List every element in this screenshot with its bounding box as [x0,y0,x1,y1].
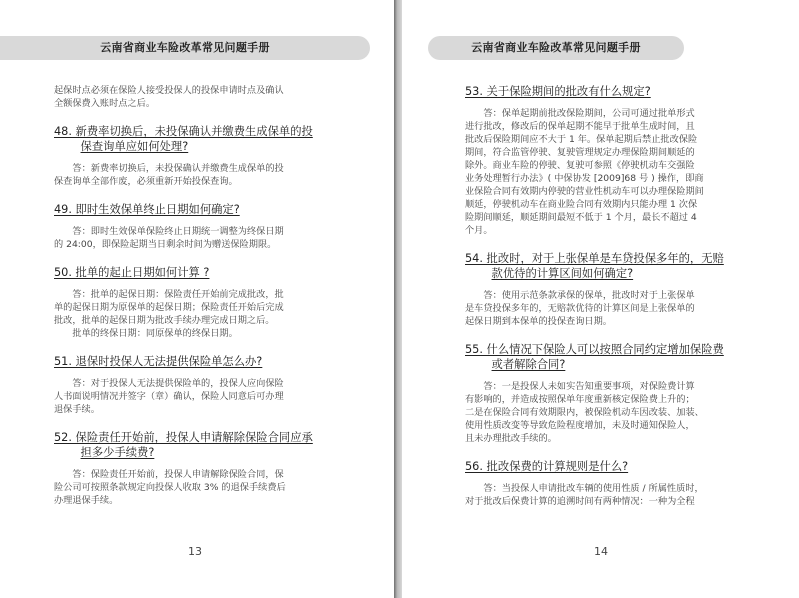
right-page-body [465,84,745,508]
answer-53-line: 期间，符合监管停驶、复驶管理规定办理保险期间顺延的 [465,147,695,158]
question-55-title-cont: 或者解除合同? [491,358,566,371]
answer-52-line: 答：保险责任开始前，投保人申请解除保险合同，保 [72,469,284,480]
answer-53-line: 个月。 [465,225,493,236]
right-page [402,0,799,598]
answer-53-line: 除外。商业车险的停驶、复驶可参照《停驶机动车交强险 [465,160,695,171]
answer-52-line: 险公司可按照条款规定向投保人收取 3% 的退保手续费后 [54,482,286,493]
answer-55-line: 二是在保险合同有效期限内，被保险机动车因改装、加装、 [465,407,704,418]
answer-49-line: 的 24:00，即保险起期当日剩余时间为赠送保险期限。 [54,239,277,250]
answer-55-line: 且未办理批改手续的。 [465,433,557,444]
question-54-title: 54. 批改时，对于上张保单是车贷投保多年的，无赔 [465,252,724,265]
answer-53-line: 批改后保险期间应不大于 1 年。保单起期后禁止批改保险 [465,134,698,145]
question-54-title-cont: 款优待的计算区间如何确定? [491,267,634,280]
answer-51-line: 答：对于投保人无法提供保险单的，投保人应向保险 [72,378,284,389]
question-55-title: 55. 什么情况下保险人可以按照合同约定增加保险费 [465,343,724,356]
answer-53-line: 业务处理暂行办法》( 中保协发 [2009]68 号 ) 操作，即商 [465,173,704,184]
question-49-title: 49. 即时生效保单终止日期如何确定? [54,203,240,216]
answer-52-line: 办理退保手续。 [54,495,119,506]
answer-53-line: 答：保单起期前批改保险期间，公司可通过批单形式 [483,108,695,119]
answer-54-line: 答：使用示范条款承保的保单，批改时对于上张保单 [483,290,695,301]
question-56-title: 56. 批改保费的计算规则是什么? [465,460,629,473]
question-50-title: 50. 批单的起止日期如何计算 ? [54,266,210,279]
left-page [0,0,394,598]
question-51-title: 51. 退保时投保人无法提供保险单怎么办? [54,355,263,368]
question-53-title: 53. 关于保险期间的批改有什么规定? [465,85,651,98]
answer-53-line: 进行批改，修改后的保单起期不能早于批单生成时间，且 [465,121,695,132]
question-48-title: 48. 新费率切换后，未投保确认并缴费生成保单的投 [54,125,313,138]
answer-55-line: 答：一是投保人未如实告知重要事项，对保险费计算 [483,381,695,392]
right-running-header: 云南省商业车险改革常见问题手册 [428,36,684,60]
question-52-title: 52. 保险责任开始前，投保人申请解除保险合同应承 [54,431,313,444]
answer-53-line: 险期间顺延，顺延期间最短不低于 1 个月，最长不超过 4 [465,212,697,223]
answer-55-line: 使用性质改变等导致危险程度增加，未及时通知保险人， [465,420,695,431]
left-page-body [54,84,332,507]
answer-48-line: 保查询单全部作废，必须重新开始投保查询。 [54,176,238,187]
intro-line: 起保时点必须在保险人接受投保人的投保申请时点及确认 [54,85,284,96]
left-page-number: 13 [188,545,202,558]
answer-56-line: 对于批改后保费计算的追溯时间有两种情况：一种为全程 [465,496,695,507]
answer-51-line: 退保手续。 [54,404,100,415]
answer-55-line: 有影响的，并造成按照保单年度重新核定保险费上升的； [465,394,695,405]
answer-50-line: 单的起保日期为原保单的起保日期；保险责任开始后完成 [54,302,284,313]
question-52-title-cont: 担多少手续费? [80,446,155,459]
answer-53-line: 业保险合同有效期内停驶的营业性机动车可以办理保险期间 [465,186,704,197]
answer-49-line: 答：即时生效保单保险终止日期统一调整为终保日期 [72,226,284,237]
answer-50-line: 批单的终保日期：同原保单的终保日期。 [72,328,238,339]
answer-53-line: 顺延，停驶机动车在商业险合同有效期内只能办理 1 次保 [465,199,698,210]
intro-line: 全额保费入账时点之后。 [54,98,156,109]
answer-50-line: 批改，批单的起保日期为批改手续办理完成日期之后。 [54,315,275,326]
answer-51-line: 人书面说明情况并签字（章）确认，保险人同意后可办理 [54,391,284,402]
answer-48-line: 答：新费率切换后，未投保确认并缴费生成保单的投 [72,163,284,174]
answer-54-line: 是车贷投保多年的，无赔款优待的计算区间是上张保单的 [465,303,695,314]
left-running-header: 云南省商业车险改革常见问题手册 [0,36,370,60]
question-48-title-cont: 保查询单应如何处理? [80,140,189,153]
right-page-number: 14 [594,545,608,558]
answer-54-line: 起保日期到本保单的投保查询日期。 [465,316,612,327]
answer-50-line: 答：批单的起保日期：保险责任开始前完成批改，批 [72,289,284,300]
book-gutter [394,0,402,598]
answer-56-line: 答：当投保人申请批改车辆的使用性质 / 所属性质时， [483,483,704,494]
